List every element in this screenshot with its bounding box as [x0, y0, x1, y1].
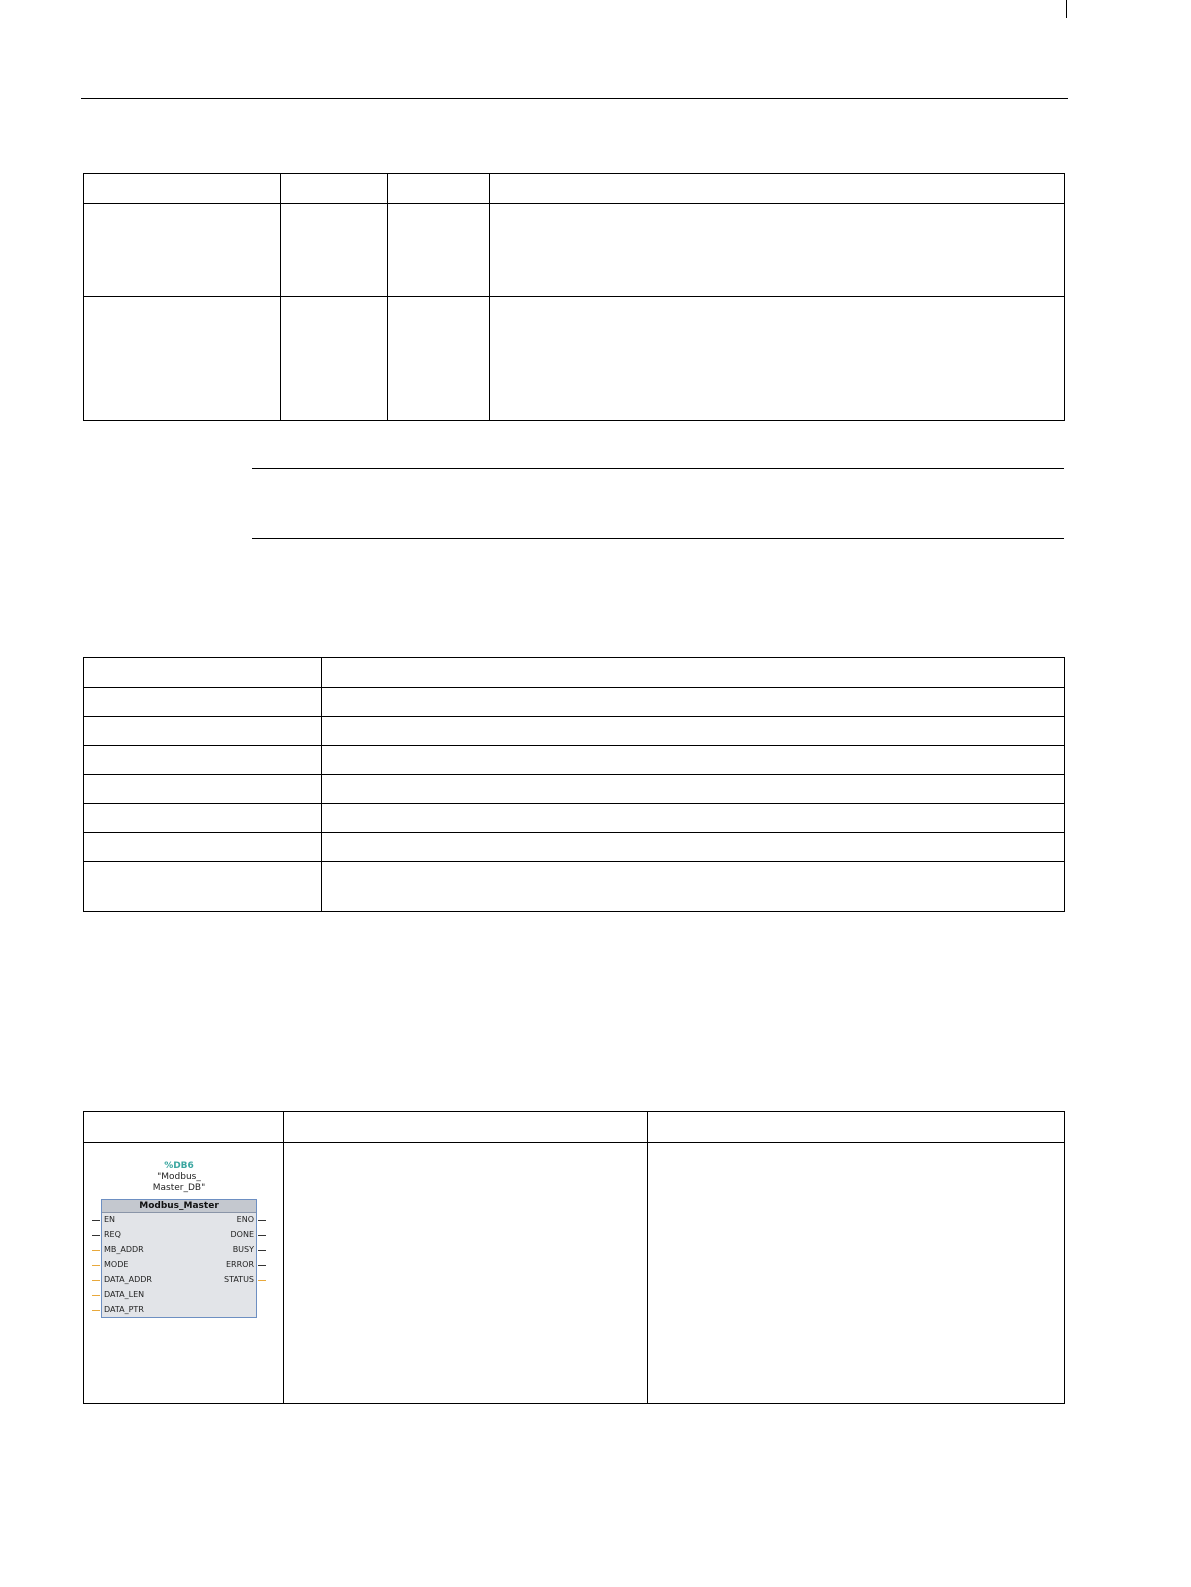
table-cell	[84, 658, 322, 688]
table-cell	[322, 688, 1065, 717]
table-header-row	[84, 658, 1065, 688]
table-cell	[322, 775, 1065, 804]
input-wire	[92, 1235, 100, 1236]
table-cell	[648, 1143, 1065, 1404]
table-header-row	[84, 1112, 1065, 1143]
table-row	[84, 688, 1065, 717]
note-bottom-rule	[252, 538, 1064, 539]
table-header-row	[84, 174, 1065, 204]
input-pin-label: REQ	[104, 1230, 121, 1239]
table-cell	[322, 658, 1065, 688]
table-cell	[84, 1112, 284, 1143]
table-cell	[281, 174, 388, 204]
page-corner-mark	[1066, 0, 1067, 18]
input-wire	[92, 1280, 100, 1281]
modbus-master-block-figure	[84, 1143, 282, 1403]
table-cell	[84, 204, 281, 297]
table-row	[84, 717, 1065, 746]
table-cell	[84, 862, 322, 912]
table-row	[84, 746, 1065, 775]
table-cell	[490, 204, 1065, 297]
output-wire	[258, 1265, 266, 1266]
table-cell	[84, 688, 322, 717]
table-row	[84, 775, 1065, 804]
instance-db-number: %DB6	[164, 1161, 194, 1171]
table-cell	[84, 833, 322, 862]
table-cell	[281, 297, 388, 421]
table-row	[84, 297, 1065, 421]
instance-db-name	[84, 1172, 274, 1194]
table-cell	[648, 1112, 1065, 1143]
output-wire	[258, 1220, 266, 1221]
output-pin-label: DONE	[230, 1230, 254, 1239]
table-cell	[388, 204, 490, 297]
output-pin-label: ENO	[236, 1215, 254, 1224]
table-row	[84, 1143, 1065, 1404]
input-pin-label: DATA_ADDR	[104, 1275, 152, 1284]
output-pin-label: ERROR	[225, 1260, 254, 1269]
input-pin-label: DATA_PTR	[104, 1305, 144, 1314]
table-cell	[388, 174, 490, 204]
table-cell	[322, 717, 1065, 746]
instance-db-name-line-2: Master_DB"	[152, 1183, 206, 1193]
table-cell	[388, 297, 490, 421]
input-wire	[92, 1310, 100, 1311]
input-pin-label: MB_ADDR	[104, 1245, 144, 1254]
parameter-table-1	[83, 173, 1065, 421]
table-cell	[322, 862, 1065, 912]
instruction-table	[83, 1111, 1065, 1404]
output-wire	[258, 1250, 266, 1251]
table-cell	[284, 1112, 648, 1143]
table-cell	[281, 204, 388, 297]
table-cell	[84, 746, 322, 775]
table-row	[84, 804, 1065, 833]
table-cell	[490, 174, 1065, 204]
table-cell	[322, 833, 1065, 862]
table-cell	[84, 775, 322, 804]
table-cell	[284, 1143, 648, 1404]
input-wire	[92, 1295, 100, 1296]
header-rule	[81, 98, 1068, 99]
table-cell	[490, 297, 1065, 421]
table-cell	[84, 297, 281, 421]
input-pin-label: EN	[104, 1215, 116, 1224]
instance-db-name-line-1: "Modbus_	[157, 1172, 201, 1182]
parameter-table-2	[83, 657, 1065, 912]
input-wire	[92, 1220, 100, 1221]
table-row	[84, 833, 1065, 862]
output-pin-label: BUSY	[232, 1245, 254, 1254]
input-wire	[92, 1265, 100, 1266]
figure-cell	[84, 1143, 284, 1404]
table-cell	[84, 174, 281, 204]
input-pin-label: DATA_LEN	[104, 1290, 145, 1299]
note-top-rule	[252, 468, 1064, 469]
table-row	[84, 204, 1065, 297]
table-cell	[322, 804, 1065, 833]
input-pin-label: MODE	[104, 1260, 129, 1269]
function-block	[101, 1199, 257, 1318]
table-cell	[84, 804, 322, 833]
table-row	[84, 862, 1065, 912]
output-wire	[258, 1235, 266, 1236]
input-wire	[92, 1250, 100, 1251]
output-pin-label: STATUS	[223, 1275, 254, 1284]
output-wire	[258, 1280, 266, 1281]
table-cell	[84, 717, 322, 746]
table-cell	[322, 746, 1065, 775]
function-block-title: Modbus_Master	[102, 1200, 256, 1213]
